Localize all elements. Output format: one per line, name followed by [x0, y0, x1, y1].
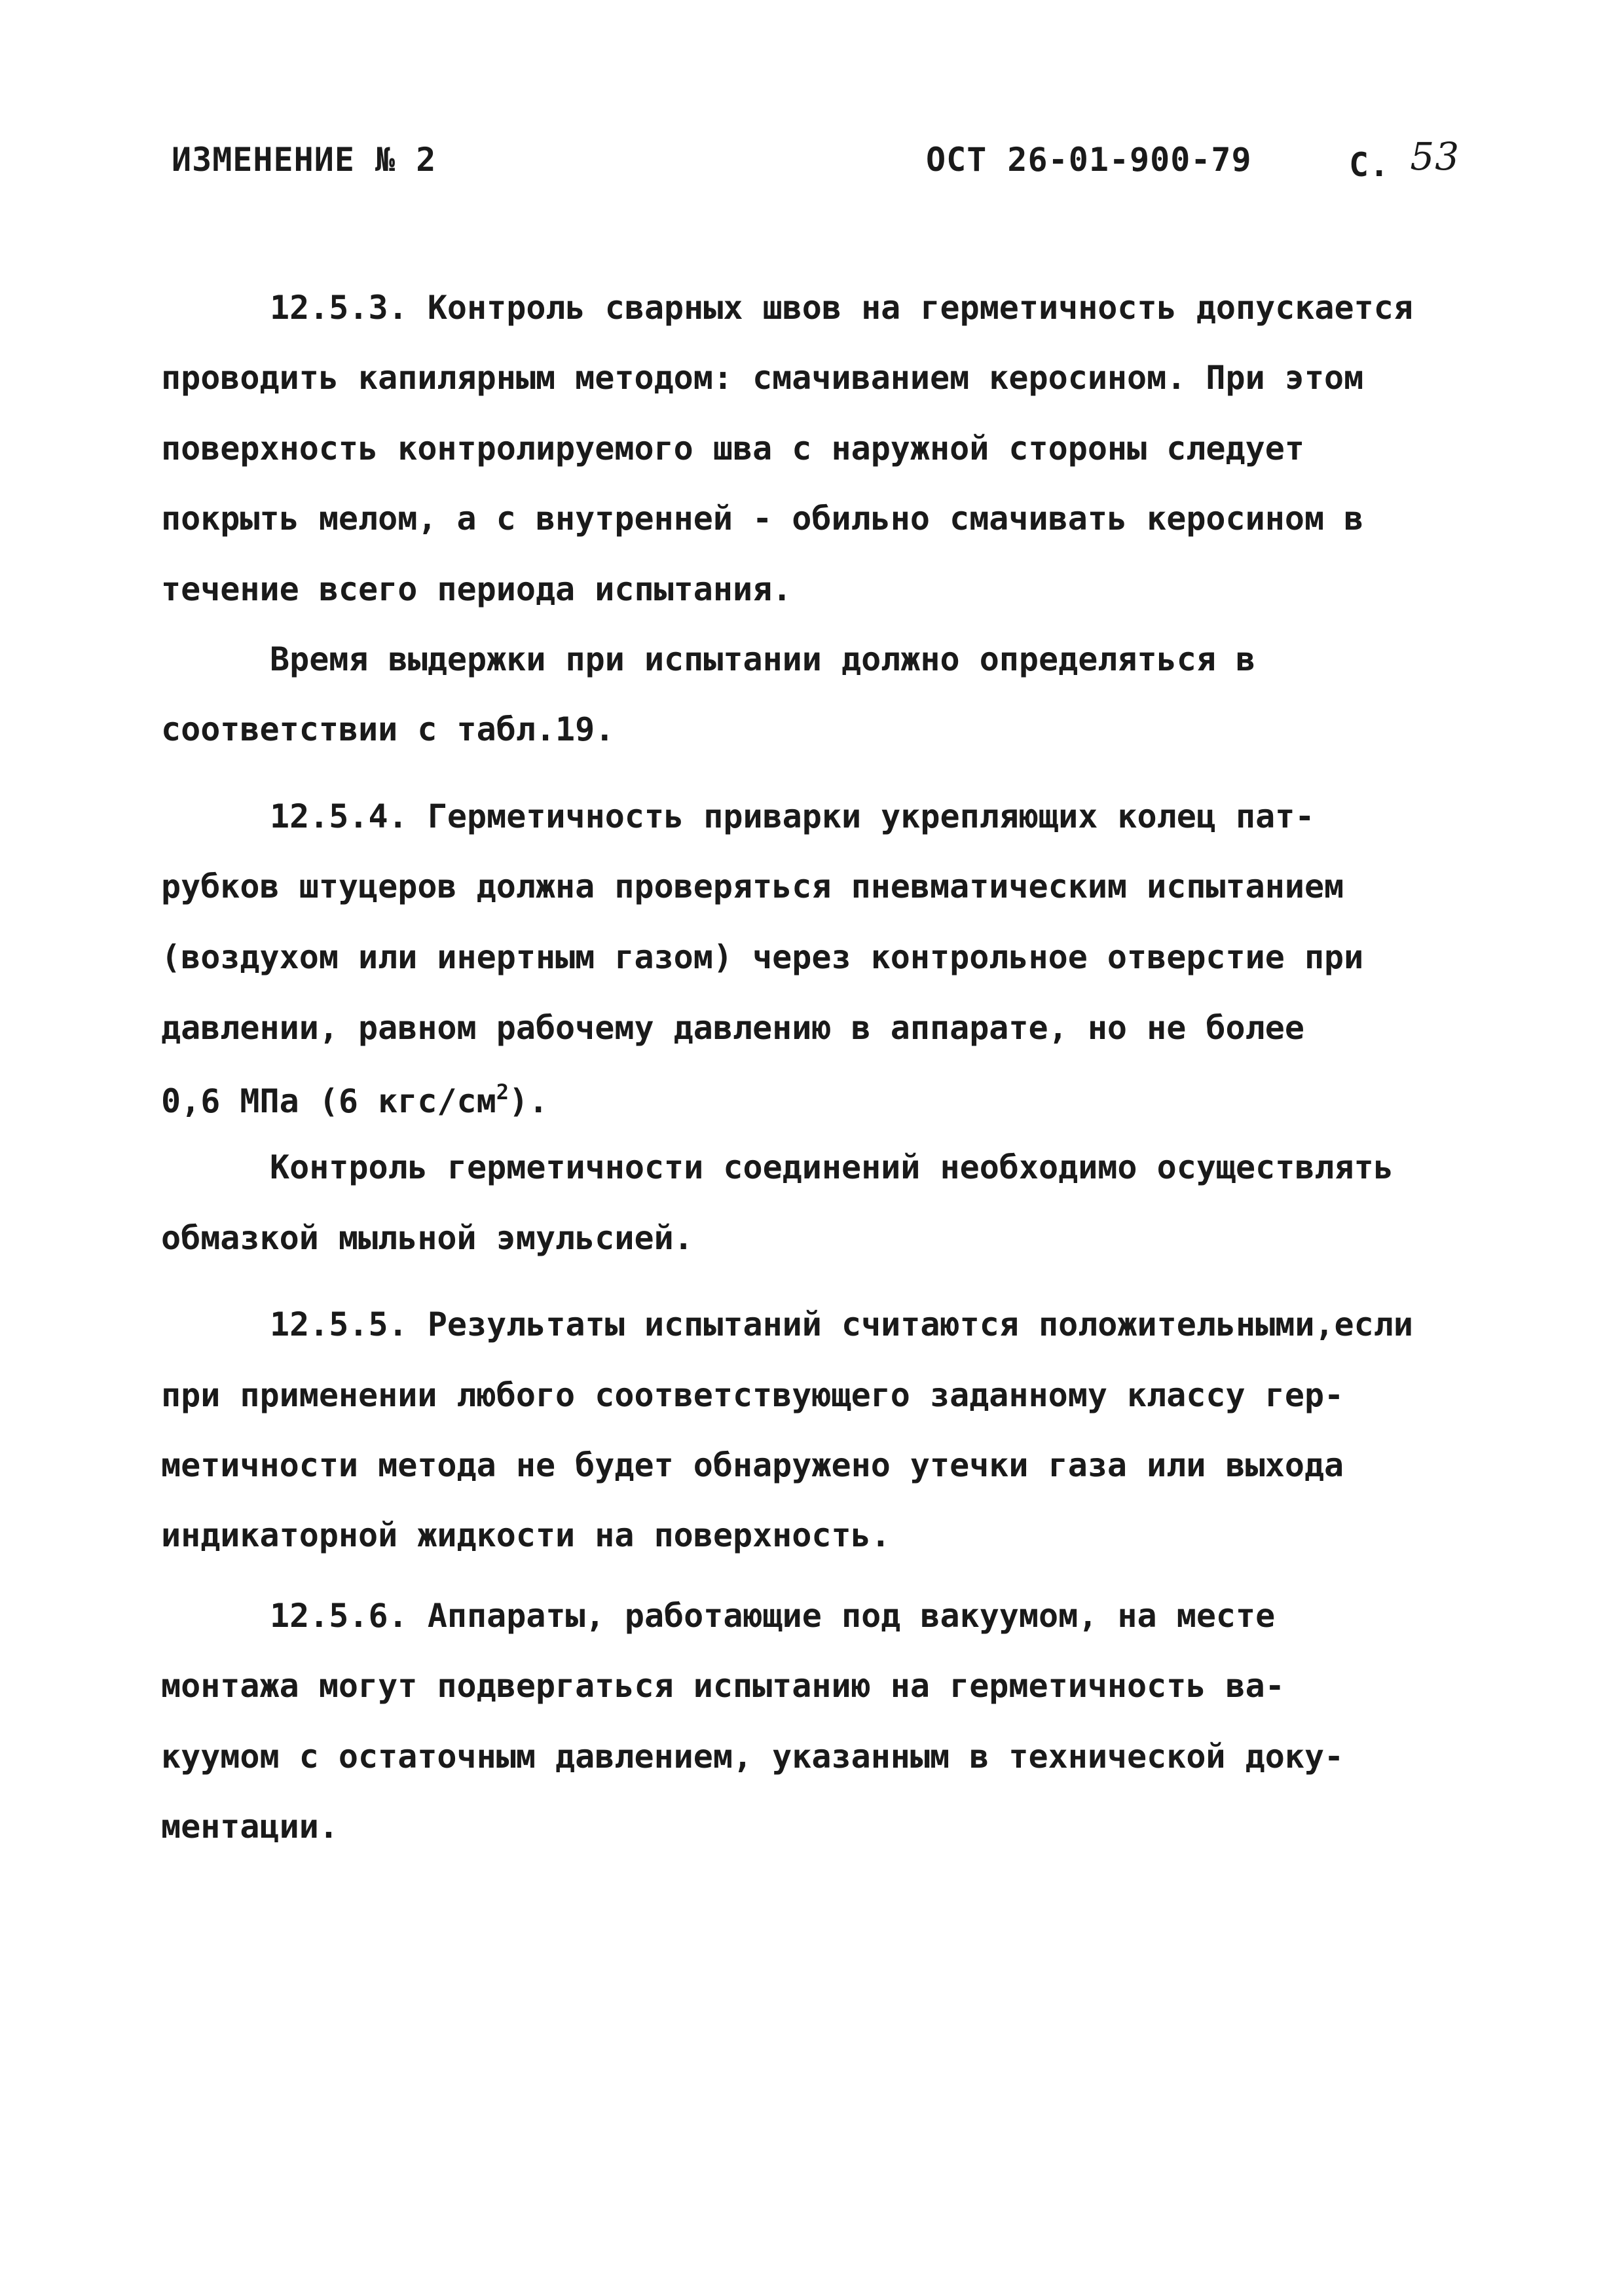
paragraph-line: 12.5.6. Аппараты, работающие под вакуумом, на месте [270, 1597, 1276, 1635]
paragraph-line: Время выдержки при испытании должно определяться в [270, 640, 1256, 678]
paragraph-line: рубков штуцеров должна проверяться пневматическим испытанием [161, 867, 1344, 905]
paragraph-line: поверхность контролируемого шва с наружной стороны следует [161, 429, 1304, 467]
paragraph-line-with-superscript [161, 1082, 548, 1118]
paragraph-line: 12.5.5. Результаты испытаний считаются положительными,если [270, 1305, 1413, 1343]
page-number-block [1349, 134, 1460, 185]
paragraph-line: давлении, равном рабочему давлению в аппарате, но не более [161, 1009, 1304, 1047]
paragraph-line: соответствии с табл.19. [161, 710, 615, 748]
page-number: 53 [1410, 134, 1460, 179]
paragraph-line: проводить капилярным методом: смачиванием керосином. При этом [161, 359, 1364, 397]
paragraph-line: покрыть мелом, а с внутренней - обильно смачивать керосином в [161, 500, 1364, 538]
page-prefix: С. [1349, 146, 1390, 184]
pressure-text: 0,6 МПа (6 кгс/см [161, 1082, 496, 1120]
change-label: ИЗМЕНЕНИЕ № 2 [172, 141, 437, 179]
paragraph-line: монтажа могут подвергаться испытанию на герметичность ва- [161, 1667, 1285, 1705]
paragraph-line: индикаторной жидкости на поверхность. [161, 1516, 891, 1554]
pressure-text-end: ). [509, 1082, 549, 1120]
superscript: 2 [496, 1080, 509, 1104]
paragraph-line: обмазкой мыльной эмульсией. [161, 1219, 693, 1257]
paragraph-line: 12.5.3. Контроль сварных швов на герметичность допускается [270, 289, 1413, 327]
paragraph-line: Контроль герметичности соединений необходимо осуществлять [270, 1148, 1393, 1186]
paragraph-line: куумом с остаточным давлением, указанным в технической доку- [161, 1738, 1344, 1776]
paragraph-line: 12.5.4. Герметичность приварки укрепляющих колец пат- [270, 797, 1315, 835]
paragraph-line: метичности метода не будет обнаружено утечки газа или выхода [161, 1446, 1344, 1484]
paragraph-line: (воздухом или инертным газом) через контрольное отверстие при [161, 938, 1364, 976]
document-code: ОСТ 26-01-900-79 [926, 141, 1252, 179]
paragraph-line: при применении любого соответствующего заданному классу гер- [161, 1376, 1344, 1414]
paragraph-line: течение всего периода испытания. [161, 570, 792, 608]
paragraph-line: ментации. [161, 1808, 339, 1846]
